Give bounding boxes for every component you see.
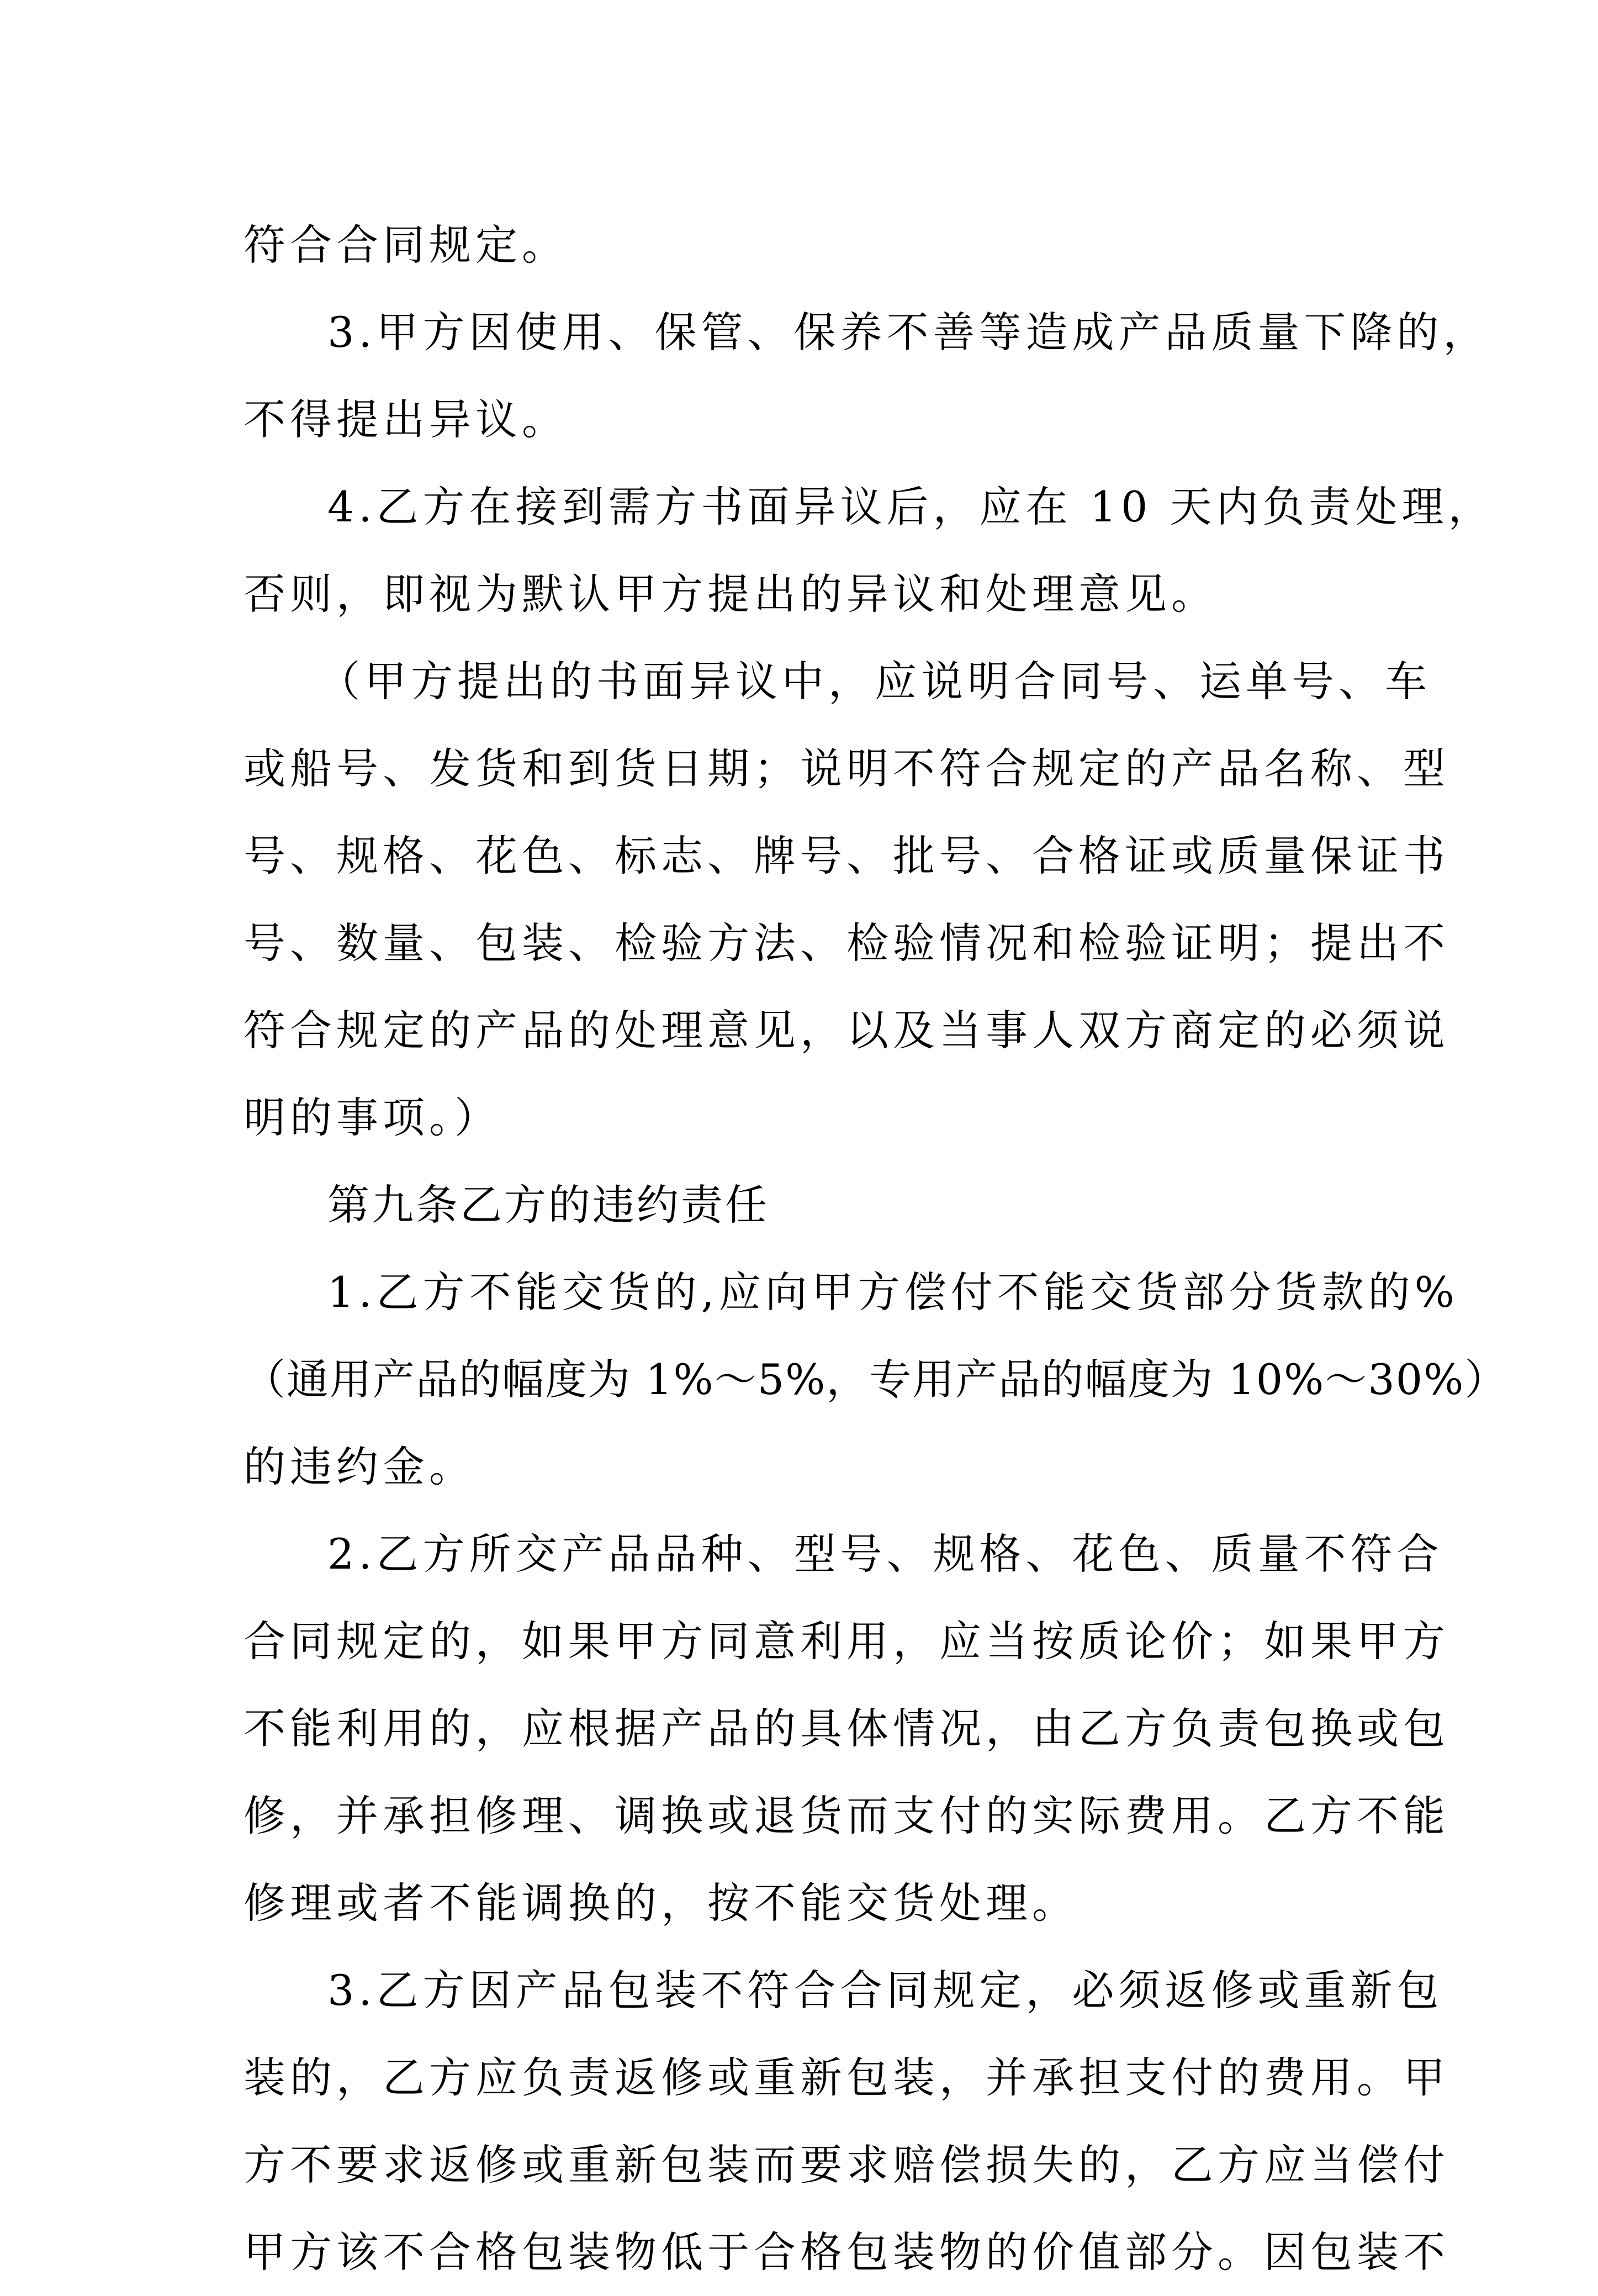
- text-line: 1.乙方不能交货的,应向甲方偿付不能交货部分货款的%: [327, 1268, 1459, 1317]
- document-body: [244, 202, 1508, 2296]
- text-line: 符合规定的产品的处理意见，以及当事人双方商定的必须说: [244, 1006, 1449, 1055]
- text-line: 修，并承担修理、调换或退货而支付的实际费用。乙方不能: [244, 1791, 1449, 1840]
- text-line: 2.乙方所交产品品种、型号、规格、花色、质量不符合: [327, 1529, 1443, 1579]
- text-line: 甲方该不合格包装物低于合格包装物的价值部分。因包装不: [244, 2228, 1449, 2277]
- text-line: 装的，乙方应负责返修或重新包装，并承担支付的费用。甲: [244, 2053, 1449, 2102]
- text-line: 明的事项。）: [244, 1093, 501, 1142]
- text-line: 方不要求返修或重新包装而要求赔偿损失的，乙方应当偿付: [244, 2140, 1449, 2189]
- text-line: （甲方提出的书面异议中，应说明合同号、运单号、车: [318, 657, 1431, 706]
- text-line: 3.甲方因使用、保管、保养不善等造成产品质量下降的，: [327, 308, 1490, 357]
- text-line: 合同规定的，如果甲方同意利用，应当按质论价；如果甲方: [244, 1617, 1449, 1666]
- text-line: 或船号、发货和到货日期；说明不符合规定的产品名称、型: [244, 744, 1449, 793]
- text-line: 否则，即视为默认甲方提出的异议和处理意见。: [244, 569, 1218, 619]
- text-line: 3.乙方因产品包装不符合合同规定，必须返修或重新包: [327, 1966, 1443, 2015]
- text-line: 修理或者不能调换的，按不能交货处理。: [244, 1878, 1078, 1928]
- section-heading: 第九条乙方的违约责任: [327, 1180, 769, 1229]
- text-line: 号、规格、花色、标志、牌号、批号、合格证或质量保证书: [244, 831, 1449, 880]
- text-line: 的违约金。: [244, 1442, 475, 1491]
- text-line: 不能利用的，应根据产品的具体情况，由乙方负责包换或包: [244, 1704, 1449, 1753]
- text-line: 4.乙方在接到需方书面异议后，应在 10 天内负责处理，: [327, 482, 1495, 531]
- text-line: （通用产品的幅度为 1%～5%，专用产品的幅度为 10%～30%）: [244, 1355, 1508, 1404]
- text-line: 不得提出异议。: [244, 395, 568, 444]
- text-line: 符合合同规定。: [244, 220, 568, 270]
- text-line: 号、数量、包装、检验方法、检验情况和检验证明；提出不: [244, 919, 1449, 968]
